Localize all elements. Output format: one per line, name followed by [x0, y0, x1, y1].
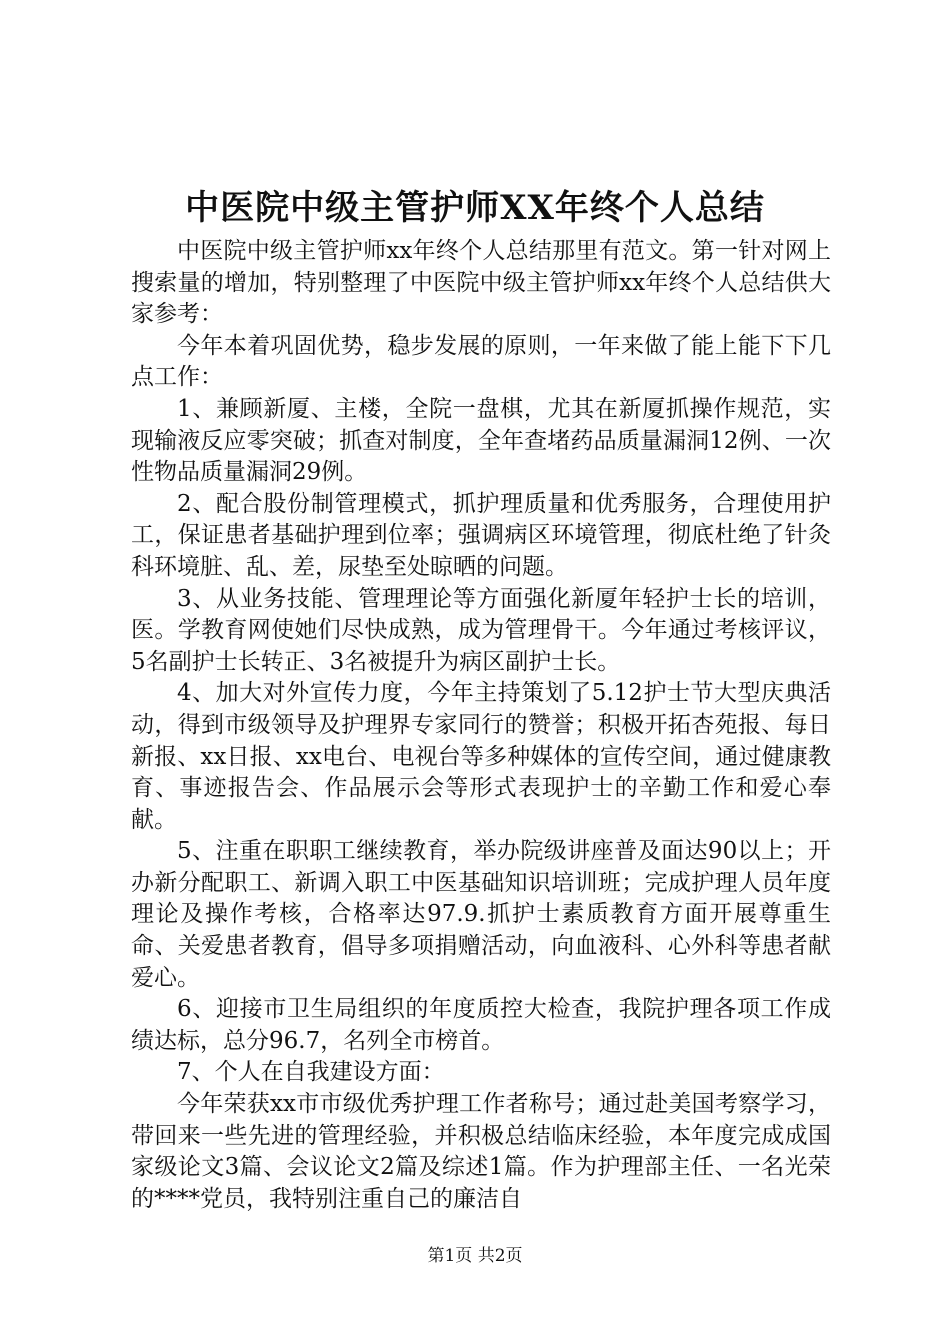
paragraph-item-4: 4、加大对外宣传力度，今年主持策划了5.12护士节大型庆典活动，得到市级领导及护理界专家同行的赞誉；积极开拓杏苑报、每日新报、xx日报、xx电台、电视台等多种媒体的宣传空间，通过健康教育、事迹报告会、作品展示会等形式表现护士的辛勤工作和爱心奉献。: [131, 680, 831, 833]
paragraph-item-5: 5、注重在职职工继续教育，举办院级讲座普及面达90以上；开办新分配职工、新调入职工中医基础知识培训班；完成护理人员年度理论及操作考核，合格率达97.9.抓护士素质教育方面开展尊重生命、关爱患者教育，倡导多项捐赠活动，向血液科、心外科等患者献爱心。: [131, 838, 831, 991]
document-title: 中医院中级主管护师XX年终个人总结: [185, 188, 765, 228]
paragraph-item-3: 3、从业务技能、管理理论等方面强化新厦年轻护士长的培训，医。学教育网使她们尽快成熟，成为管理骨干。今年通过考核评议，5名副护士长转正、3名被提升为病区副护士长。: [131, 585, 831, 675]
paragraph-item-6: 6、迎接市卫生局组织的年度质控大检查，我院护理各项工作成绩达标，总分96.7，名列全市榜首。: [131, 996, 831, 1054]
document-body: [131, 236, 831, 1215]
paragraph-principle: 今年本着巩固优势，稳步发展的原则，一年来做了能上能下下几点工作：: [131, 332, 831, 391]
paragraph-item-1: 1、兼顾新厦、主楼，全院一盘棋，尤其在新厦抓操作规范，实现输液反应零突破；抓查对制度，全年查堵药品质量漏洞12例、一次性物品质量漏洞29例。: [131, 395, 831, 486]
paragraph-item-7: 7、个人在自我建设方面：: [177, 1059, 445, 1086]
paragraph-item-2: 2、配合股份制管理模式，抓护理质量和优秀服务，合理使用护工，保证患者基础护理到位率；强调病区环境管理，彻底杜绝了针灸科环境脏、乱、差，尿垫至处晾晒的问题。: [131, 490, 831, 580]
paragraph-personal: 今年荣获xx市市级优秀护理工作者称号；通过赴美国考察学习，带回来一些先进的管理经验，并积极总结临床经验，本年度完成成国家级论文3篇、会议论文2篇及综述1篇。作为护理部主任、一名光荣的****党员，我特别注重自己的廉洁自: [131, 1091, 831, 1212]
paragraph-intro: 中医院中级主管护师xx年终个人总结那里有范文。第一针对网上搜索量的增加，特别整理了中医院中级主管护师xx年终个人总结供大家参考：: [131, 238, 831, 328]
page-number: 第1页 共2页: [427, 1246, 523, 1266]
